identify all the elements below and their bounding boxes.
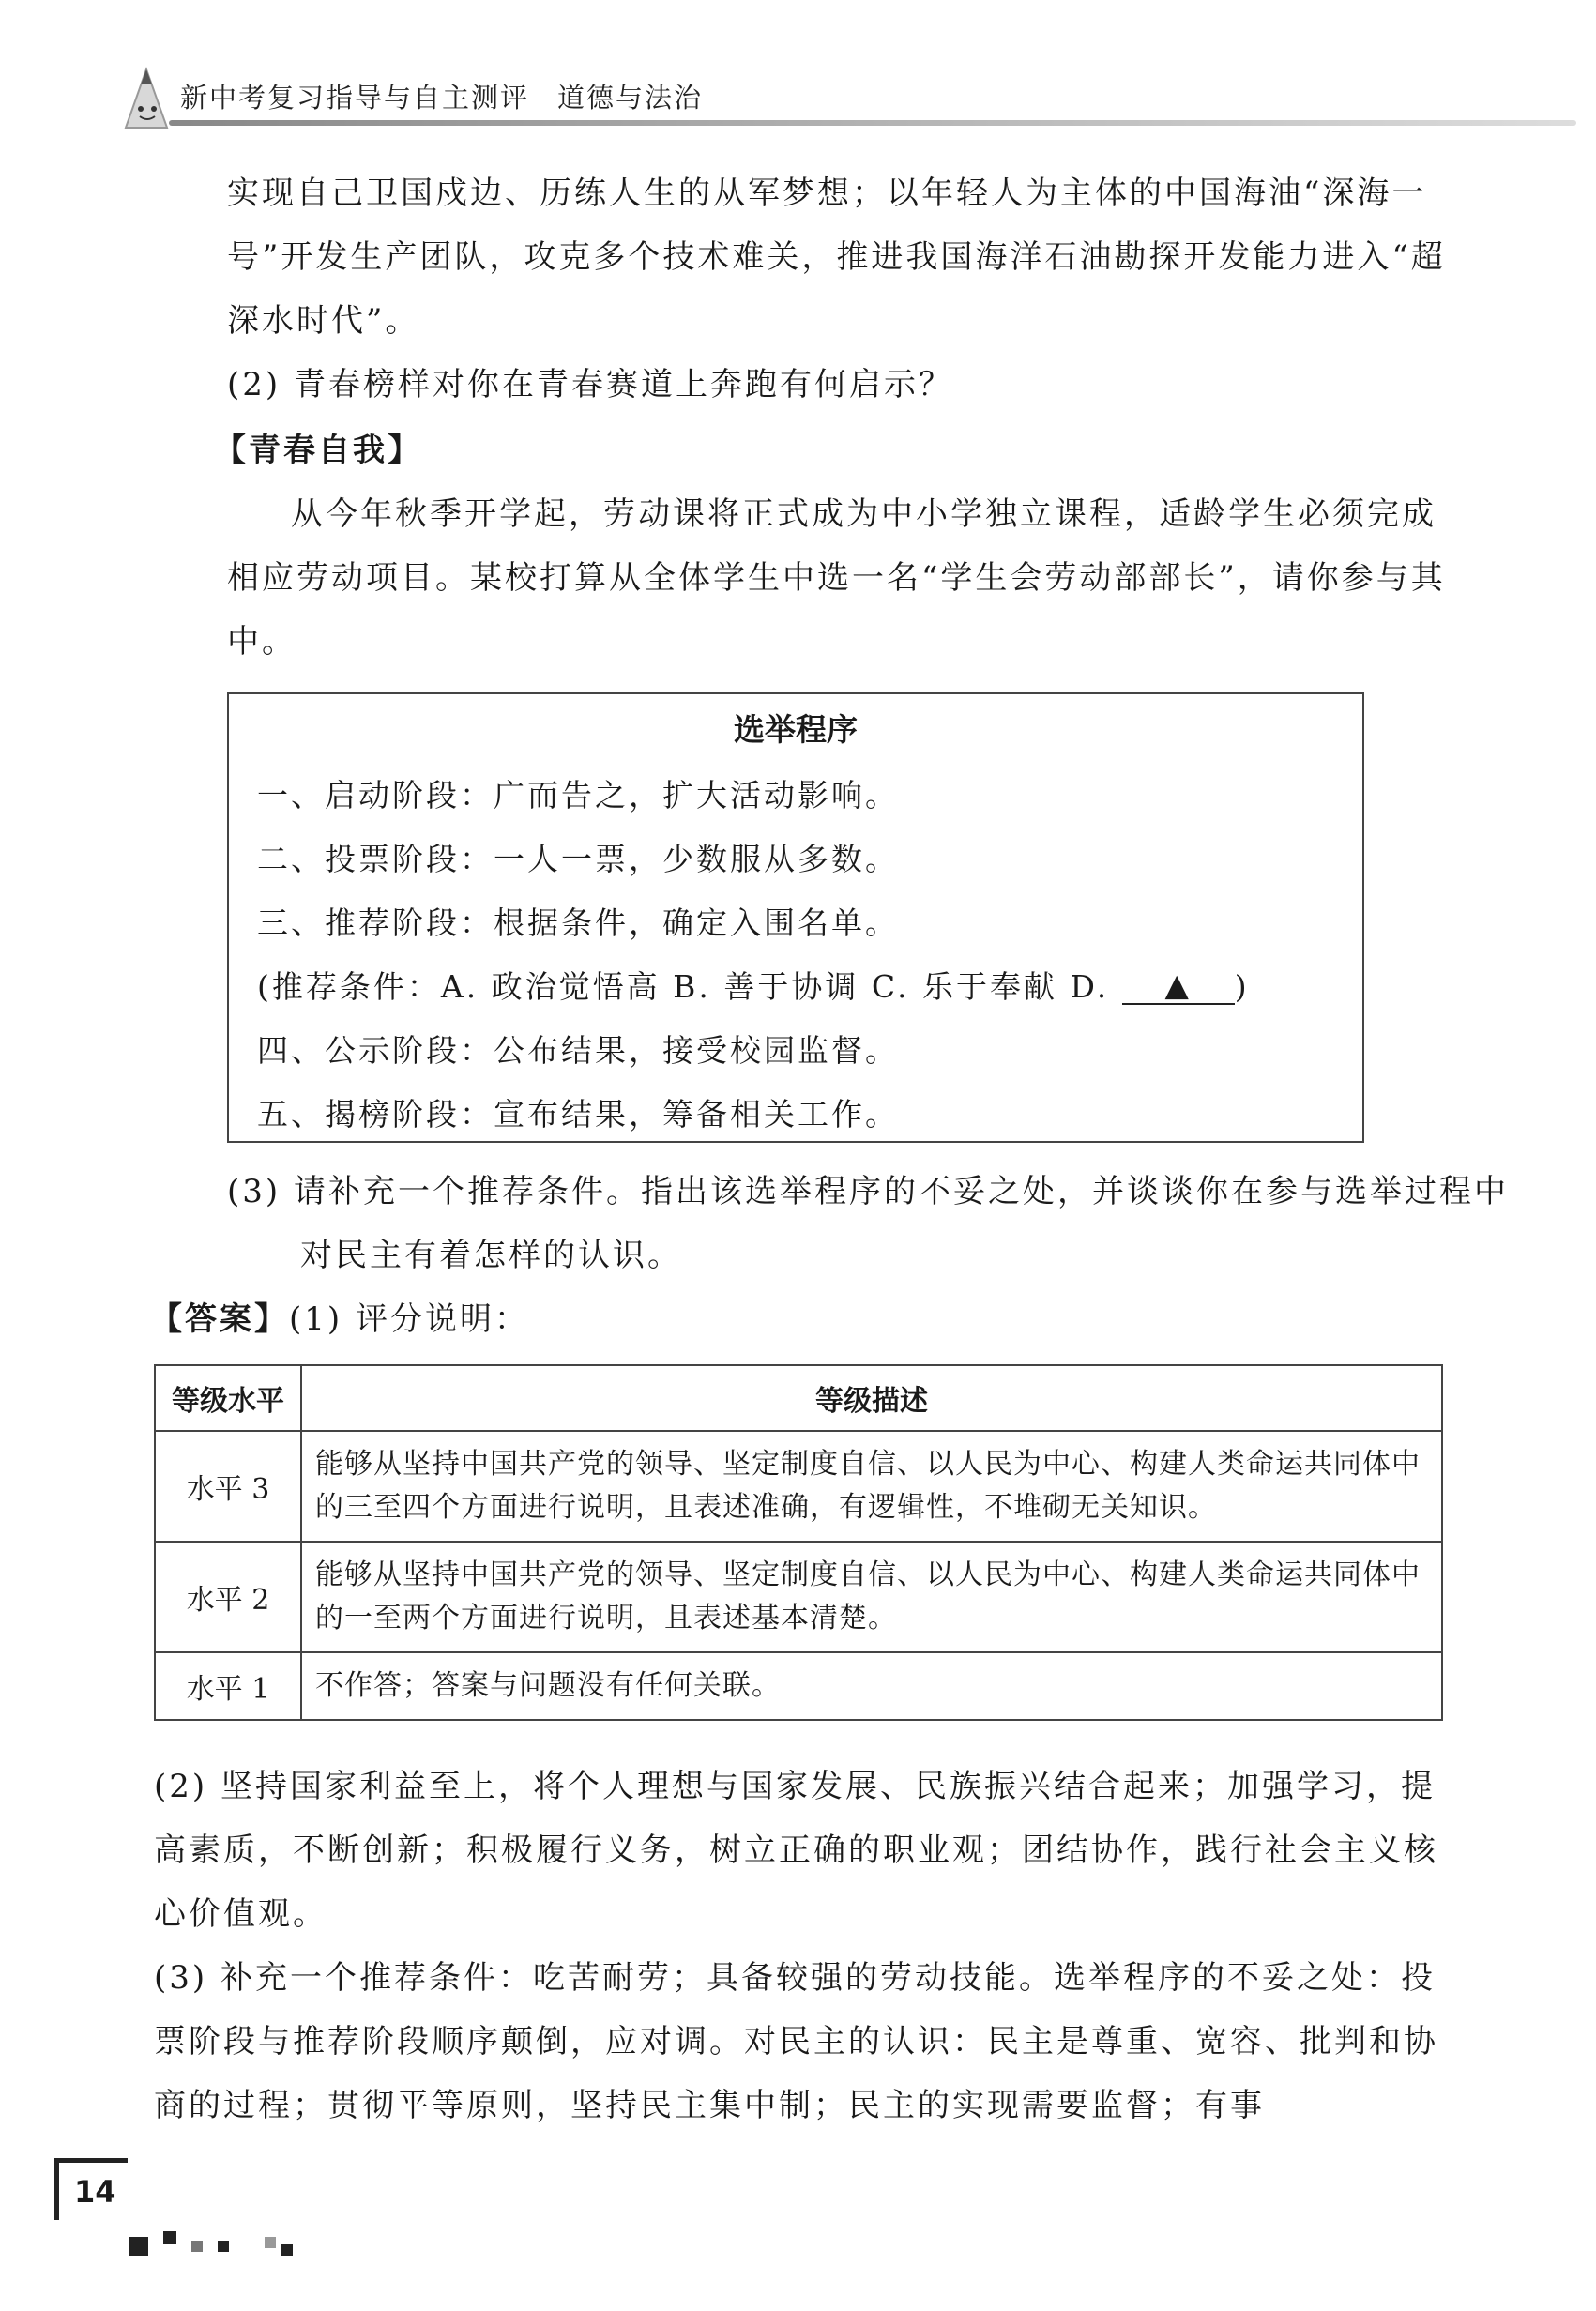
- decor-square: [218, 2241, 229, 2252]
- answer-2: (2) 坚持国家利益至上，将个人理想与国家发展、民族振兴结合起来；加强学习，提高素质，不断创新；积极履行义务，树立正确的职业观；团结协作，践行社会主义核心价值观。: [154, 1768, 1438, 1933]
- decor-square: [281, 2244, 293, 2256]
- paragraph-1: 实现自己卫国戍边、历练人生的从军梦想；以年轻人为主体的中国海油“深海一号”开发生产团队，攻克多个技术难关，推进我国海洋石油勘探开发能力进入“超深水时代”。: [227, 175, 1446, 340]
- table-row: [155, 1431, 1442, 1542]
- recommend-conditions: [257, 963, 1250, 1007]
- book-title: 新中考复习指导与自主测评: [180, 82, 530, 114]
- header-description: 等级描述: [301, 1365, 1442, 1431]
- election-procedure-box: [227, 692, 1364, 1143]
- header-level: 等级水平: [155, 1365, 301, 1431]
- page-number-box: [54, 2158, 128, 2220]
- level-cell: 水平 3: [155, 1431, 301, 1542]
- conditions-text: (推荐条件：A. 政治觉悟高 B. 善于协调 C. 乐于奉献 D.: [257, 968, 1122, 1005]
- paragraph-2: 从今年秋季开学起，劳动课将正式成为中小学独立课程，适龄学生必须完成相应劳动项目。某校打算从全体学生中选一名“学生会劳动部部长”，请你参与其中。: [227, 495, 1446, 661]
- decor-square: [129, 2237, 148, 2256]
- table-header-row: [155, 1365, 1442, 1431]
- page-number: 14: [74, 2174, 116, 2210]
- decor-square: [163, 2231, 176, 2244]
- table-row: [155, 1652, 1442, 1720]
- question-2: (2) 青春榜样对你在青春赛道上奔跑有何启示？: [227, 366, 953, 403]
- procedure-step-4: 四、公示阶段：公布结果，接受校园监督。: [257, 1032, 899, 1069]
- level-cell: 水平 2: [155, 1542, 301, 1652]
- section-heading: 【青春自我】: [214, 432, 422, 469]
- question-3: (3) 请补充一个推荐条件。指出该选举程序的不妥之处，并谈谈你在参与选举过程中对民主有着怎样的认识。: [227, 1173, 1509, 1274]
- box-title: 选举程序: [734, 711, 858, 748]
- answer-intro: (1) 评分说明：: [289, 1300, 529, 1338]
- answer-blank: ▲: [1122, 966, 1235, 1005]
- procedure-step-2: 二、投票阶段：一人一票，少数服从多数。: [257, 841, 899, 877]
- header-rule: [169, 120, 1576, 126]
- description-cell: 能够从坚持中国共产党的领导、坚定制度自信、以人民为中心、构建人类命运共同体中的三至四个方面进行说明，且表述准确，有逻辑性，不堆砌无关知识。: [301, 1431, 1442, 1542]
- page-header: [113, 56, 1576, 131]
- scoring-table: [154, 1364, 1443, 1721]
- header-title: [180, 77, 703, 115]
- level-cell: 水平 1: [155, 1652, 301, 1720]
- conditions-close: ): [1234, 968, 1250, 1005]
- answer-intro-line: [150, 1287, 1370, 1351]
- answer-label: 【答案】: [150, 1300, 289, 1338]
- table-row: [155, 1542, 1442, 1652]
- description-cell: 能够从坚持中国共产党的领导、坚定制度自信、以人民为中心、构建人类命运共同体中的一至两个方面进行说明，且表述基本清楚。: [301, 1542, 1442, 1652]
- description-cell: 不作答；答案与问题没有任何关联。: [301, 1652, 1442, 1720]
- subject-name: 道德与法治: [557, 82, 704, 114]
- answer-3: (3) 补充一个推荐条件：吃苦耐劳；具备较强的劳动技能。选举程序的不妥之处：投票阶段与推荐阶段顺序颠倒，应对调。对民主的认识：民主是尊重、宽容、批判和协商的过程；贯彻平等原则，坚持民主集中制；民主的实现需要监督；有事: [154, 1959, 1438, 2124]
- decor-square: [191, 2241, 203, 2252]
- decor-square: [265, 2237, 276, 2248]
- procedure-step-3: 三、推荐阶段：根据条件，确定入围名单。: [257, 905, 899, 941]
- procedure-step-1: 一、启动阶段：广而告之，扩大活动影响。: [257, 777, 899, 813]
- procedure-step-5: 五、揭榜阶段：宣布结果，筹备相关工作。: [257, 1096, 899, 1133]
